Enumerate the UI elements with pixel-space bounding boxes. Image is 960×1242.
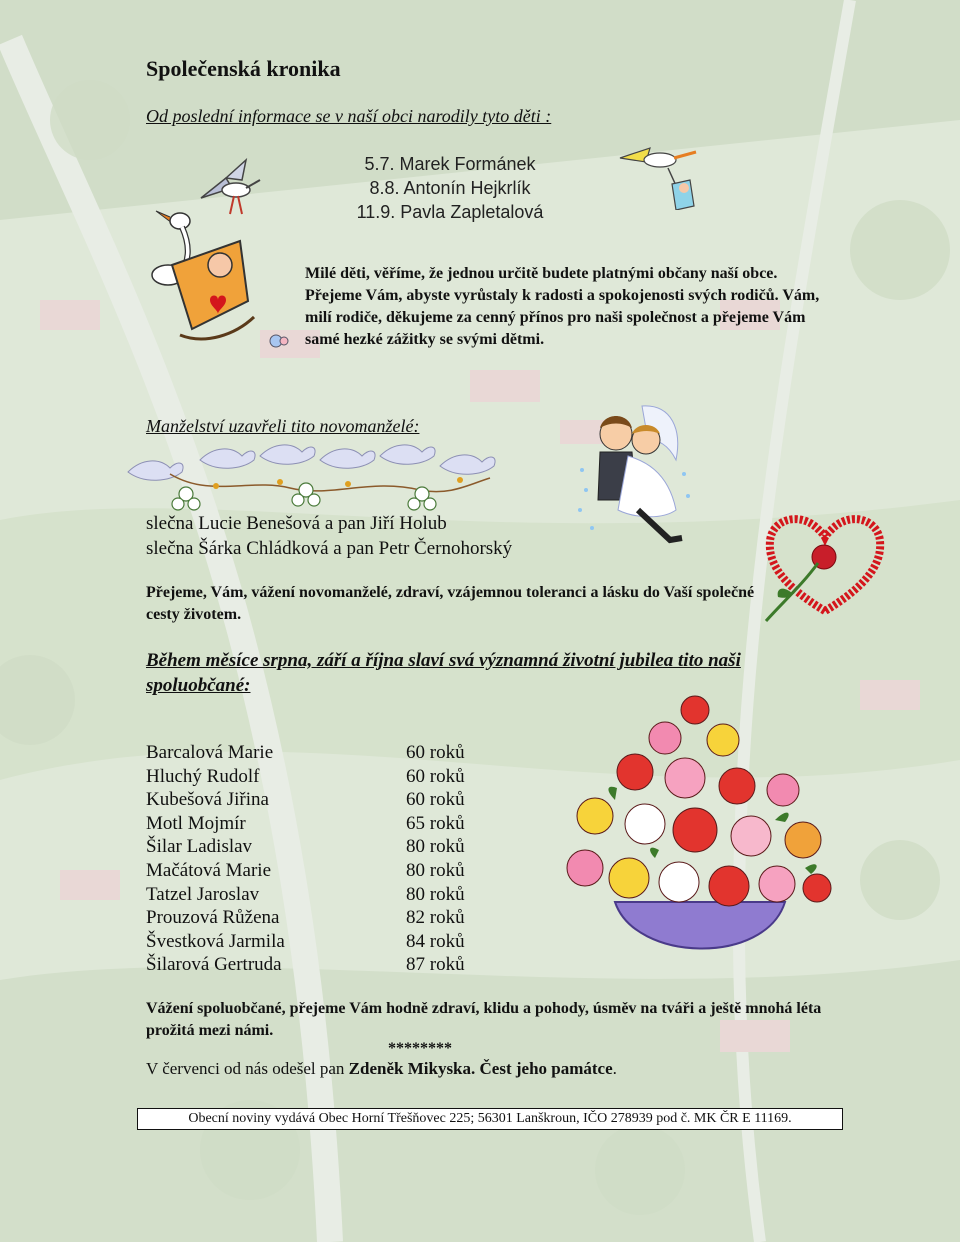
jubilee-age: 87 roků xyxy=(406,954,465,976)
births-list xyxy=(330,152,570,224)
list-item xyxy=(146,953,465,977)
jubilee-age: 80 roků xyxy=(406,883,465,905)
jubilee-age: 65 roků xyxy=(406,812,465,834)
jubilees-list xyxy=(146,741,465,977)
jubilee-name: Šilarová Gertruda xyxy=(146,954,282,976)
birth-item: 8.8. Antonín Hejkrlík xyxy=(369,178,531,198)
list-item xyxy=(146,765,465,789)
jubilees-wish: Vážení spoluobčané, přejeme Vám hodně zdraví, klidu a pohody, úsměv na tváři a ještě mnohá léta prožitá mezi námi. xyxy=(146,1000,822,1039)
jubilee-age: 60 roků xyxy=(406,789,465,811)
memorial-name: Zdeněk Mikyska xyxy=(348,1059,472,1078)
jubilee-age: 60 roků xyxy=(406,742,465,763)
stork-baby-icon xyxy=(610,140,710,210)
list-item xyxy=(146,812,465,836)
memorial-end: . xyxy=(612,1059,617,1078)
jubilee-name: Mačátová Marie xyxy=(146,859,272,881)
jubilee-name: Hluchý Rudolf xyxy=(146,765,260,787)
page-title: Společenská kronika xyxy=(146,56,341,81)
doves-garland-icon xyxy=(120,438,500,516)
publisher-footer: Obecní noviny vydává Obec Horní Třešňovec 225; 56301 Lanškroun, IČO 278939 pod č. MK ČR E 11169. xyxy=(137,1108,843,1130)
list-item xyxy=(146,883,465,907)
jubilee-age: 60 roků xyxy=(406,765,465,787)
jubilee-name: Šilar Ladislav xyxy=(146,836,253,858)
jubilee-age: 80 roků xyxy=(406,859,465,881)
stork-cradle-icon xyxy=(150,205,260,345)
heart-rose-icon xyxy=(762,505,888,627)
list-item xyxy=(146,930,465,954)
births-wish: Milé děti, věříme, že jednou určitě budete platnými občany naší obce. Přejeme Vám, abyste vyrůstaly k radosti a spokojenosti svých rodičů. Vám, milí rodiče, děkujeme za cenný přínos pro naši společnost a přejeme Vám samé hezké zážitky se svými dětmi. xyxy=(305,265,820,348)
couple-item: slečna Šárka Chládková a pan Petr Černohorský xyxy=(146,538,513,559)
jubilee-name: Kubešová Jiřina xyxy=(146,789,269,811)
list-item xyxy=(146,906,465,930)
weddings-heading: Manželství uzavřeli tito novomanželé: xyxy=(146,416,420,436)
flower-bouquet-icon xyxy=(555,690,845,972)
birth-item: 5.7. Marek Formánek xyxy=(364,154,536,174)
list-item xyxy=(146,859,465,883)
memorial-prefix: V červenci od nás odešel pan xyxy=(146,1059,349,1078)
separator: ******** xyxy=(388,1040,452,1057)
jubilee-age: 84 roků xyxy=(406,930,465,952)
birth-item: 11.9. Pavla Zapletalová xyxy=(356,202,544,222)
couple-item: slečna Lucie Benešová a pan Jiří Holub xyxy=(146,513,447,534)
births-heading: Od poslední informace se v naší obci narodily tyto děti : xyxy=(146,106,552,126)
jubilee-name: Tatzel Jaroslav xyxy=(146,883,260,905)
memorial-note xyxy=(146,1059,617,1079)
jubilee-name: Prouzová Růžena xyxy=(146,907,280,929)
weddings-wish: Přejeme, Vám, vážení novomanželé, zdraví, vzájemnou toleranci a lásku do Vaší společné cesty životem. xyxy=(146,584,755,623)
jubilees-heading: Během měsíce srpna, září a října slaví svá významná životní jubilea tito naši spoluobčané: xyxy=(146,650,741,696)
couples-list xyxy=(146,511,512,561)
list-item xyxy=(146,741,465,765)
list-item xyxy=(146,835,465,859)
jubilee-name: Švestková Jarmila xyxy=(146,930,285,952)
jubilee-name: Motl Mojmír xyxy=(146,812,246,834)
jubilee-age: 82 roků xyxy=(406,907,465,929)
jubilee-age: 80 roků xyxy=(406,836,465,858)
jubilee-name: Barcalová Marie xyxy=(146,742,274,763)
pacifier-icon xyxy=(268,332,290,350)
memorial-tribute: . Čest jeho památce xyxy=(471,1059,613,1078)
list-item xyxy=(146,788,465,812)
wedding-couple-icon xyxy=(572,400,692,550)
